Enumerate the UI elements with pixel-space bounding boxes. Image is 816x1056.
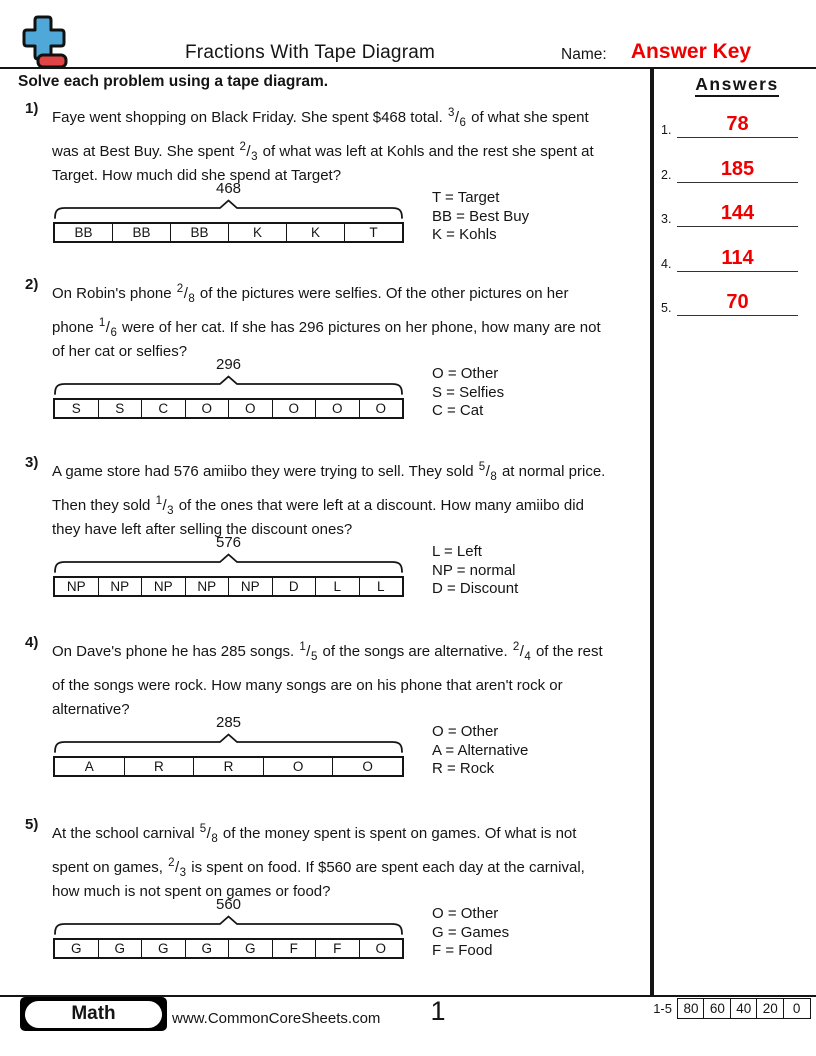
answer-value: 114 xyxy=(721,246,754,269)
fraction-denominator: 6 xyxy=(110,327,117,339)
tape-diagram xyxy=(53,938,404,959)
text-segment: alternative? xyxy=(52,701,130,718)
fraction-denominator: 3 xyxy=(179,867,187,879)
legend-line: F = Food xyxy=(432,942,493,959)
fraction xyxy=(199,824,219,845)
fraction xyxy=(447,108,467,129)
tape-diagram xyxy=(53,756,404,777)
answer-value: 78 xyxy=(726,113,749,135)
tape-diagram xyxy=(53,222,404,243)
fraction-denominator: 8 xyxy=(211,833,218,845)
fraction-slash: / xyxy=(105,319,110,336)
problem-text-line xyxy=(52,676,563,696)
tape-legend xyxy=(432,543,518,599)
problem-text-line xyxy=(52,108,589,129)
tape-cell: G xyxy=(98,940,142,957)
legend-line: O = Other xyxy=(432,905,499,922)
tape-cell: G xyxy=(141,940,185,957)
problem-text-line xyxy=(52,142,594,163)
tape-cell: O xyxy=(263,758,333,775)
fraction-slash: / xyxy=(162,497,167,514)
fraction xyxy=(512,642,532,663)
answer-value: 70 xyxy=(726,291,749,313)
legend-line: O = Other xyxy=(432,365,499,382)
tape-cell: D xyxy=(272,578,316,595)
problem-1 xyxy=(25,96,652,266)
tape-cell: BB xyxy=(112,224,170,241)
tape-cell: O xyxy=(228,400,272,417)
text-segment: Target. How much did she spend at Target? xyxy=(52,167,342,184)
text-segment: of the money spent is spent on games. Of what is not xyxy=(218,825,577,842)
score-box: 80 xyxy=(677,998,705,1019)
answers-title xyxy=(658,74,816,95)
problem-number: 1) xyxy=(25,100,39,117)
fraction-numerator: 1 xyxy=(155,495,162,507)
tape-legend xyxy=(432,189,529,245)
problem-5 xyxy=(25,812,652,982)
fraction-denominator: 3 xyxy=(167,505,174,517)
text-segment: On Robin's phone xyxy=(52,285,176,302)
tape-cell: F xyxy=(272,940,316,957)
answer-row xyxy=(658,244,816,272)
text-segment: of the pictures were selfies. Of the other pictures on her xyxy=(195,285,569,302)
tape-cell: BB xyxy=(74,225,93,240)
tape-cell: NP xyxy=(66,579,86,594)
problem-text-line xyxy=(52,824,576,845)
text-segment: they have left after selling the discount ones? xyxy=(52,521,353,538)
problem-2 xyxy=(25,272,652,442)
fraction-numerator: 5 xyxy=(199,823,207,835)
tape-cell: BB xyxy=(170,224,228,241)
tape-cell: O xyxy=(359,940,403,957)
legend-line: K = Kohls xyxy=(432,226,497,243)
score-box: 60 xyxy=(703,998,731,1019)
answer-row xyxy=(658,288,816,316)
tape-brace xyxy=(53,553,404,573)
answer-value: 144 xyxy=(720,202,755,224)
fraction-slash: / xyxy=(206,825,211,842)
tape-cell: G xyxy=(185,940,229,957)
text-segment: A game store had 576 amiibo they were trying to sell. They sold xyxy=(52,463,478,480)
tape-brace xyxy=(53,199,404,219)
score-box: 40 xyxy=(730,998,758,1019)
problem-3 xyxy=(25,450,652,620)
fraction-numerator: 1 xyxy=(299,641,306,653)
text-segment: was at Best Buy. She spent xyxy=(52,143,239,160)
legend-line: NP = normal xyxy=(432,561,516,579)
tape-cell: A xyxy=(84,759,94,774)
text-segment: how much is not spent on games or food? xyxy=(52,883,331,900)
text-segment: of what she spent xyxy=(466,109,589,126)
fraction-denominator: 6 xyxy=(459,117,466,129)
text-segment: is spent on food. If $560 are spent each day at the carnival, xyxy=(187,859,585,876)
text-segment: phone xyxy=(52,319,98,336)
text-segment: of the ones that were left at a discount. How many amiibo did xyxy=(174,497,584,514)
tape-cell: G xyxy=(228,940,272,957)
tape-cell: NP xyxy=(185,578,229,595)
legend-line: D = Discount xyxy=(432,580,519,597)
answer-row xyxy=(658,155,816,183)
tape-cell: L xyxy=(315,578,359,595)
tape-cell: L xyxy=(359,578,403,595)
answer-line xyxy=(677,271,798,272)
answer-line xyxy=(677,182,798,183)
tape-diagram xyxy=(53,398,404,419)
text-segment: On Dave's phone he has 285 songs. xyxy=(52,643,299,660)
fraction-denominator: 8 xyxy=(490,471,497,483)
fraction-numerator: 5 xyxy=(478,461,486,473)
fraction-numerator: 3 xyxy=(447,107,455,119)
instruction-text: Solve each problem using a tape diagram. xyxy=(18,73,329,90)
answer-line xyxy=(677,137,798,138)
tape-total: 296 xyxy=(215,356,242,373)
text-segment: Faye went shopping on Black Friday. She spent $468 total. xyxy=(52,109,447,126)
text-segment: Then they sold xyxy=(52,497,155,514)
fraction-numerator: 2 xyxy=(239,141,246,153)
tape-cell: O xyxy=(185,400,229,417)
fraction xyxy=(298,642,318,663)
tape-cell: R xyxy=(193,758,263,775)
fraction-slash: / xyxy=(246,143,251,160)
legend-line: T = Target xyxy=(432,189,500,206)
text-segment: At the school carnival xyxy=(52,825,199,842)
fraction xyxy=(98,318,118,339)
legend-line: C = Cat xyxy=(432,402,484,419)
answer-number: 2. xyxy=(661,167,672,182)
fraction-slash: / xyxy=(306,643,311,660)
text-segment: of what was left at Kohls and the rest she spent at xyxy=(258,143,594,160)
legend-line: BB = Best Buy xyxy=(432,207,530,225)
fraction-slash: / xyxy=(454,109,460,126)
math-logo-label: Math xyxy=(25,1001,162,1028)
text-segment: of the songs were rock. How many songs are on his phone that aren't rock or xyxy=(52,677,563,694)
worksheet-title: Fractions With Tape Diagram xyxy=(184,42,436,63)
tape-cell: K xyxy=(286,224,344,241)
score-strip xyxy=(677,998,811,1019)
tape-cell: G xyxy=(70,941,82,956)
legend-line: L = Left xyxy=(432,543,482,560)
legend-line: G = Games xyxy=(432,923,510,941)
page-number: 1 xyxy=(430,996,446,1026)
answer-number: 3. xyxy=(661,212,672,226)
tape-brace xyxy=(53,375,404,395)
tape-total: 560 xyxy=(215,896,242,913)
fraction-slash: / xyxy=(519,643,524,660)
problem-text-line xyxy=(52,642,603,663)
fraction-denominator: 5 xyxy=(310,651,318,663)
name-label: Name: xyxy=(561,46,607,63)
legend-line: R = Rock xyxy=(432,760,495,777)
website-text: www.CommonCoreSheets.com xyxy=(172,1010,381,1027)
name-value: Answer Key xyxy=(630,40,752,63)
tape-cell: C xyxy=(141,400,185,417)
problem-number: 5) xyxy=(25,816,39,833)
tape-cell: O xyxy=(332,758,402,775)
problem-text-line xyxy=(52,318,601,339)
text-segment: at normal price. xyxy=(497,463,606,480)
tape-total: 468 xyxy=(215,180,242,197)
fraction xyxy=(478,462,498,483)
fraction-slash: / xyxy=(485,463,490,480)
text-segment: spent on games, xyxy=(52,859,168,876)
score-range-label: 1-5 xyxy=(653,1001,672,1016)
tape-cell: O xyxy=(315,400,359,417)
tape-legend xyxy=(432,723,528,779)
minus-shape xyxy=(38,55,66,67)
fraction xyxy=(176,284,196,305)
tape-cell: O xyxy=(272,400,316,417)
text-segment: were of her cat. If she has 296 pictures on her phone, how many are not xyxy=(117,319,601,336)
plus-shape xyxy=(24,17,64,59)
fraction xyxy=(239,142,259,163)
tape-brace xyxy=(53,915,404,935)
fraction-denominator: 3 xyxy=(251,151,258,163)
tape-legend xyxy=(432,365,504,421)
tape-total: 285 xyxy=(215,714,242,731)
problem-number: 4) xyxy=(25,634,39,651)
problem-number: 2) xyxy=(25,276,39,293)
tape-cell: NP xyxy=(228,578,272,595)
text-segment: of her cat or selfies? xyxy=(52,343,188,360)
tape-cell: NP xyxy=(98,578,142,595)
tape-legend xyxy=(432,905,509,961)
fraction-numerator: 1 xyxy=(98,317,106,329)
fraction xyxy=(167,858,187,879)
answers-title-text: Answers xyxy=(695,74,778,97)
fraction-denominator: 4 xyxy=(524,651,531,663)
fraction-numerator: 2 xyxy=(176,283,184,295)
answer-row xyxy=(658,199,816,227)
tape-cell: NP xyxy=(141,578,185,595)
problem-text-line xyxy=(52,858,585,879)
answer-value: 185 xyxy=(720,157,755,180)
fraction-numerator: 2 xyxy=(512,641,520,653)
problem-number: 3) xyxy=(25,454,39,471)
legend-line: S = Selfies xyxy=(432,383,505,401)
problem-4 xyxy=(25,630,652,800)
answer-line xyxy=(677,315,798,316)
tape-brace xyxy=(53,733,404,753)
answer-row xyxy=(658,110,816,138)
tape-cell: K xyxy=(228,224,286,241)
answer-number: 1. xyxy=(661,123,672,137)
answer-number: 4. xyxy=(661,256,672,271)
problem-text-line xyxy=(52,284,568,305)
tape-cell: T xyxy=(344,224,402,241)
tape-diagram xyxy=(53,576,404,597)
score-box: 0 xyxy=(783,998,811,1019)
math-logo xyxy=(20,997,167,1031)
answers-panel xyxy=(658,68,816,995)
fraction-numerator: 2 xyxy=(168,857,175,869)
score-box: 20 xyxy=(756,998,784,1019)
problem-text-line xyxy=(52,496,584,517)
tape-cell: S xyxy=(71,401,81,416)
fraction-denominator: 8 xyxy=(188,293,195,305)
tape-cell: F xyxy=(315,940,359,957)
fraction-slash: / xyxy=(174,859,180,876)
plus-minus-logo-icon xyxy=(20,14,70,72)
answer-line xyxy=(677,226,798,227)
legend-line: A = Alternative xyxy=(432,741,529,759)
tape-cell: S xyxy=(98,400,142,417)
tape-cell: R xyxy=(124,758,194,775)
text-segment: of the rest xyxy=(531,643,603,660)
problem-text-line xyxy=(52,462,605,483)
tape-cell: O xyxy=(359,400,403,417)
legend-line: O = Other xyxy=(432,723,499,740)
fraction xyxy=(155,496,175,517)
fraction-slash: / xyxy=(183,285,188,302)
text-segment: of the songs are alternative. xyxy=(318,643,512,660)
tape-total: 576 xyxy=(215,534,242,551)
answer-number: 5. xyxy=(661,301,672,315)
